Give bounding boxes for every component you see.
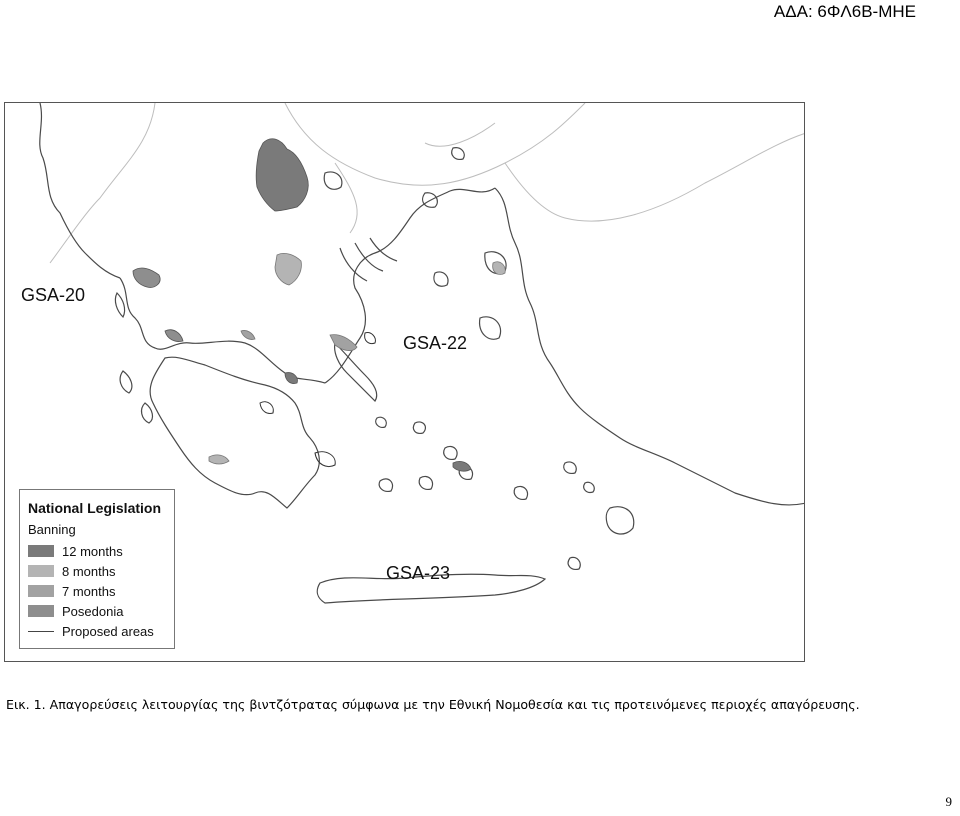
ban-area-8-months-argolikos bbox=[209, 455, 229, 464]
legend-label: Proposed areas bbox=[62, 623, 154, 639]
legend-label: 7 months bbox=[62, 583, 116, 599]
map-legend bbox=[19, 489, 175, 649]
zone-label-gsa-22: GSA-22 bbox=[403, 333, 468, 353]
ban-area-posedonia-patraikos bbox=[165, 330, 183, 342]
legend-item-7-months bbox=[28, 583, 115, 599]
ada-document-code: ΑΔΑ: 6ΦΛ6Β-ΜΗΕ bbox=[773, 2, 916, 21]
banning-areas bbox=[133, 139, 505, 471]
ban-area-7-months-corinth bbox=[241, 330, 255, 339]
legend-swatch-12-months bbox=[28, 545, 54, 557]
proposed-areas bbox=[260, 333, 375, 467]
legend-subtitle: Banning bbox=[28, 522, 76, 537]
legend-item-12-months bbox=[28, 543, 123, 559]
ban-area-posedonia-amvrakikos bbox=[133, 268, 160, 287]
zone-label-gsa-20: GSA-20 bbox=[21, 285, 86, 305]
legend-swatch-posedonia bbox=[28, 605, 54, 617]
ban-area-12-months-kavala bbox=[453, 461, 471, 471]
legend-swatch-7-months bbox=[28, 585, 54, 597]
legend-title: National Legislation bbox=[28, 500, 162, 516]
legend-item-proposed-areas bbox=[28, 623, 154, 639]
country-borders bbox=[50, 103, 805, 263]
figure-caption: Εικ. 1. Απαγορεύσεις λειτουργίας της βιντζότρατας σύμφωνα με την Εθνική Νομοθεσία και τις προτεινόμενες περιοχές απαγόρευσης. bbox=[6, 697, 860, 712]
legend-item-8-months bbox=[28, 563, 115, 579]
legend-item-posedonia bbox=[28, 603, 123, 619]
ban-area-12-months-thermaikos bbox=[256, 139, 308, 211]
legend-swatch-8-months bbox=[28, 565, 54, 577]
legend-label: 8 months bbox=[62, 563, 116, 579]
legend-label: 12 months bbox=[62, 543, 123, 559]
ban-area-12-months-saronikos bbox=[285, 373, 297, 384]
page-number: 9 bbox=[945, 794, 952, 809]
ban-area-8-months-pagasitikos bbox=[275, 253, 301, 285]
legend-label: Posedonia bbox=[62, 603, 124, 619]
zone-label-gsa-23: GSA-23 bbox=[386, 563, 451, 583]
legend-line-proposed-areas bbox=[28, 631, 54, 632]
